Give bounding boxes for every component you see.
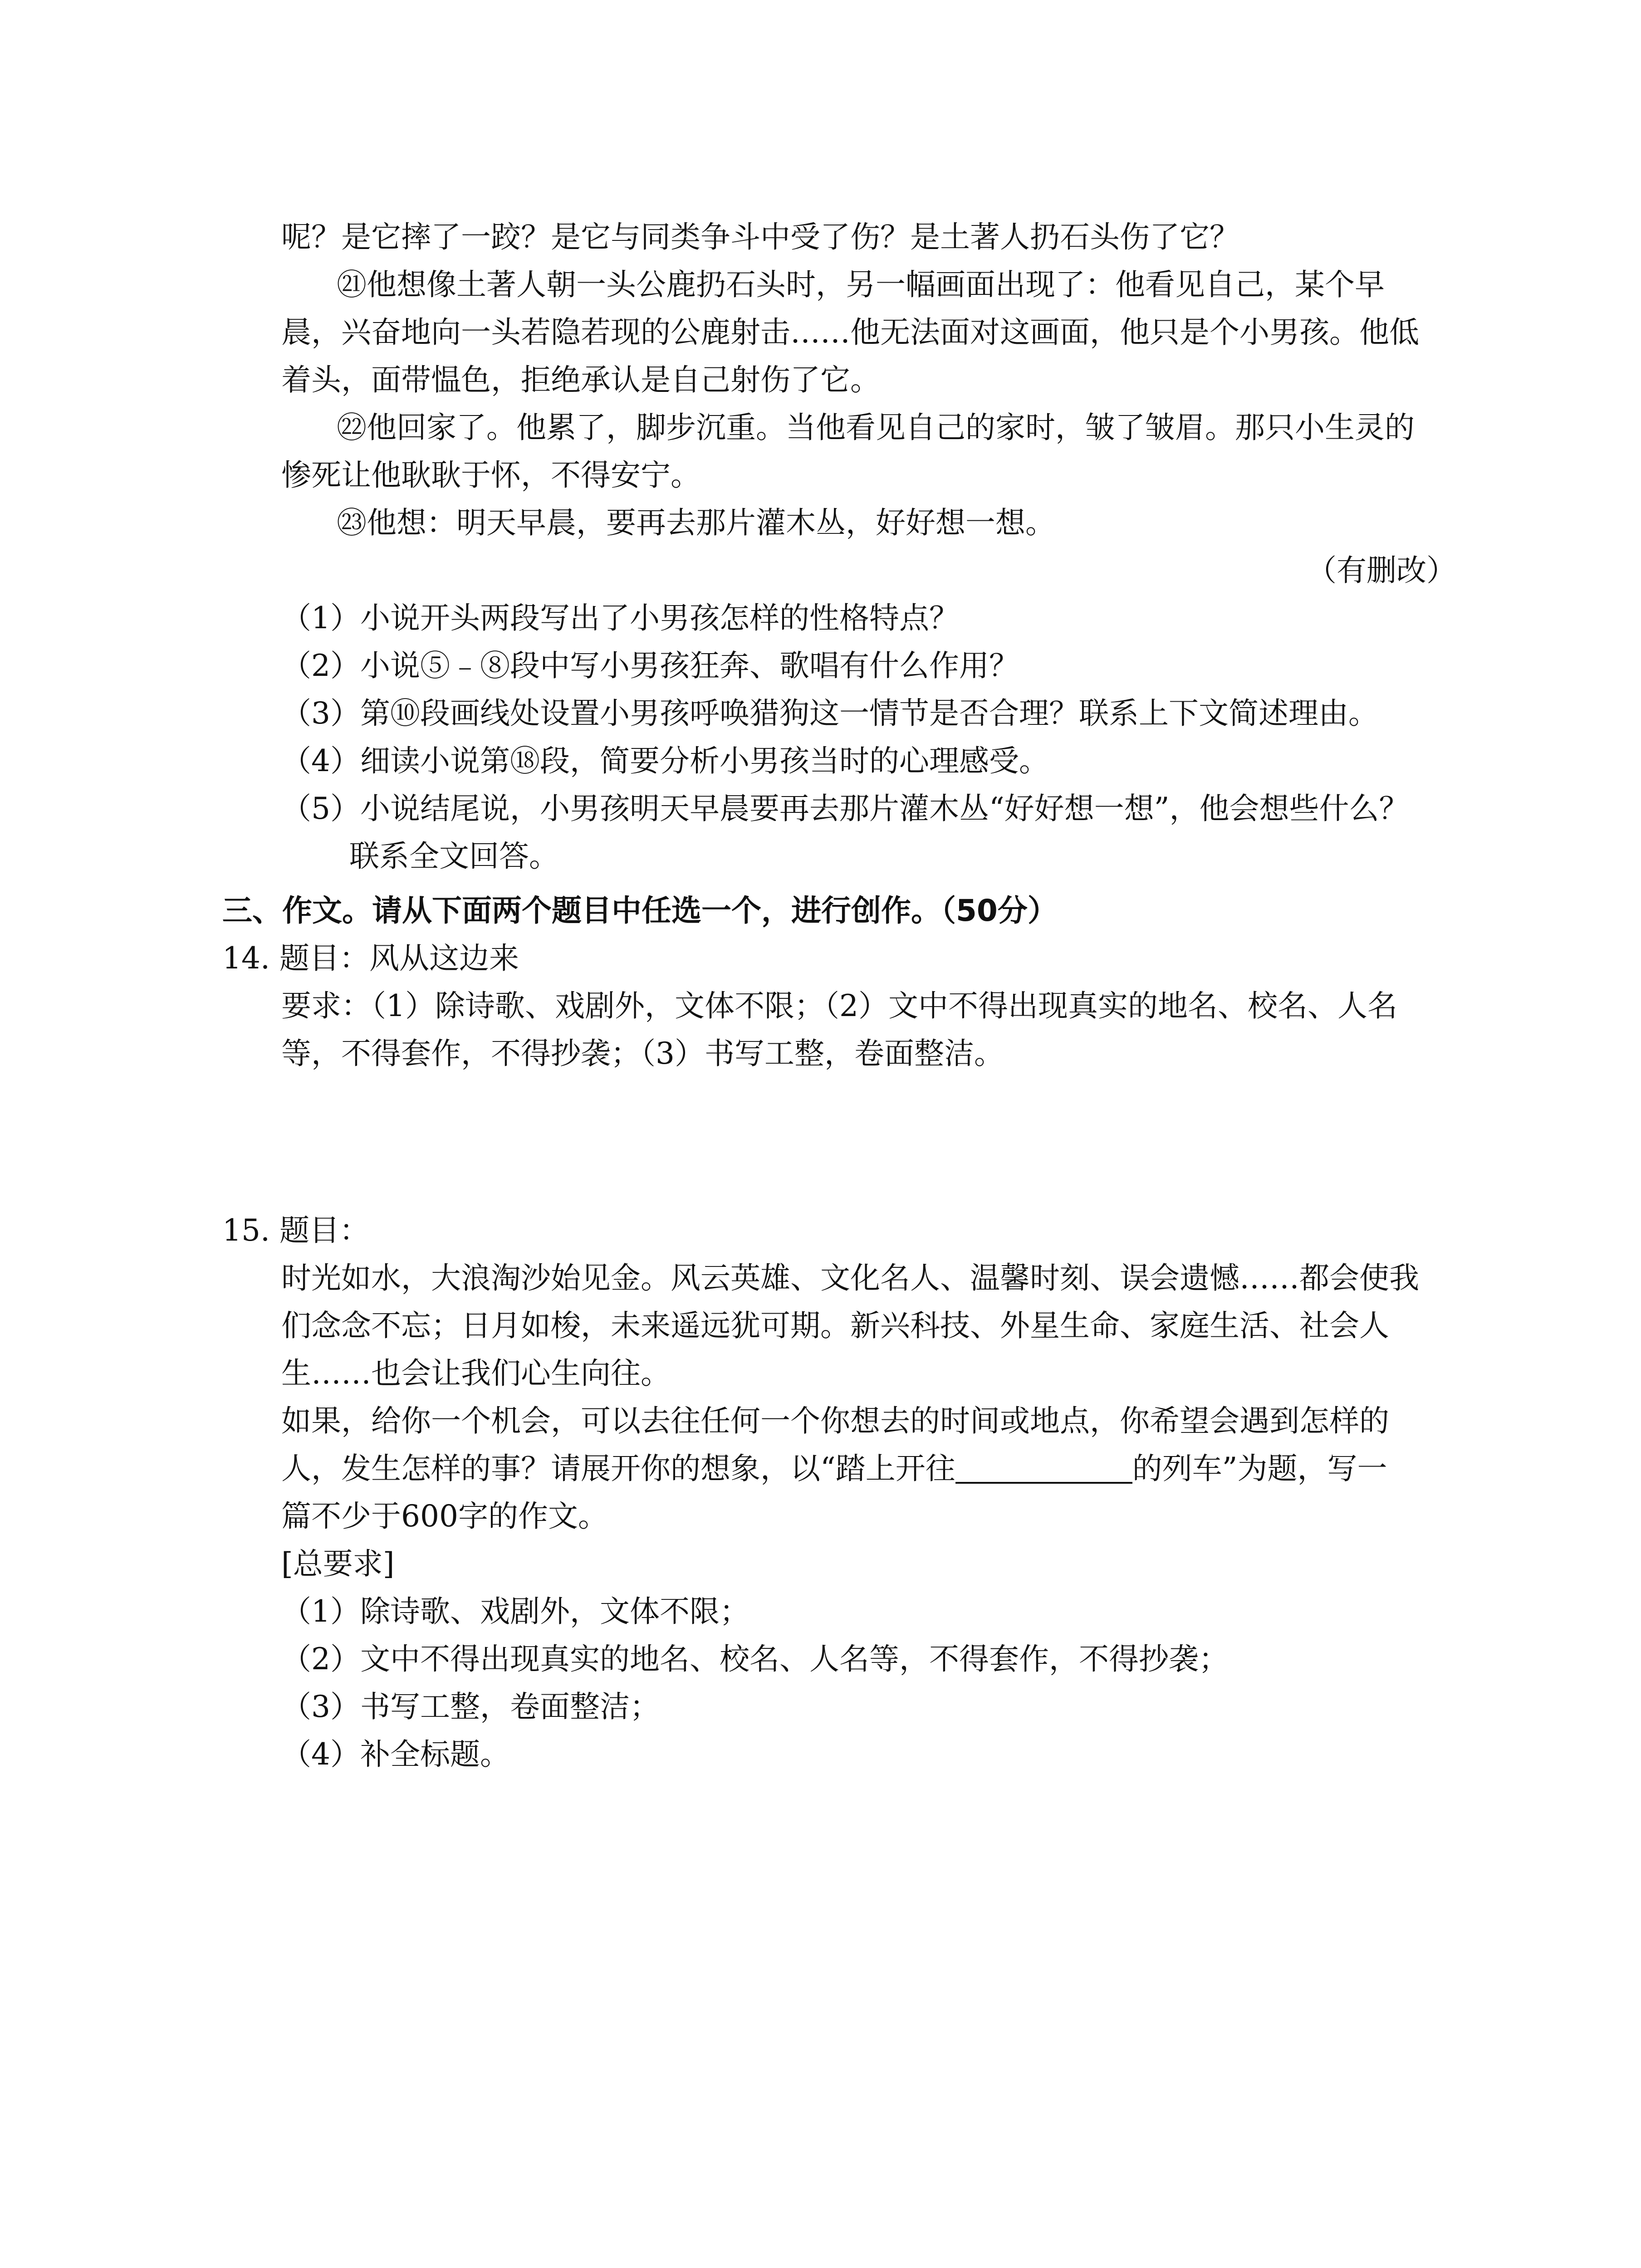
topic-14-requirement-line1: 要求：（1）除诗歌、戏剧外，文体不限；（2）文中不得出现真实的地名、校名、人名 — [281, 988, 1397, 1023]
topic-15-intro-line3: 生……也会让我们心生向往。 — [281, 1356, 671, 1391]
paragraph-22-line2: 惨死让他耿耿于怀，不得安宁。 — [281, 458, 700, 493]
paragraph-21-line1: ㉑他想像土著人朝一头公鹿扔石头时，另一幅画面出现了：他看见自己，某个早 — [337, 267, 1385, 302]
topic-14-requirement-line2: 等，不得套作，不得抄袭；（3）书写工整，卷面整洁。 — [281, 1036, 1004, 1071]
prompt-text-after-blank: 的列车”为题，写一 — [1132, 1451, 1387, 1486]
requirement-item: （2）文中不得出现真实的地名、校名、人名等，不得套作，不得抄袭； — [281, 1642, 1229, 1677]
general-requirements-title: [总要求] — [281, 1546, 395, 1581]
question-item: （1）小说开头两段写出了小男孩怎样的性格特点？ — [281, 601, 959, 635]
question-item-continuation: 联系全文回答。 — [349, 839, 559, 874]
paragraph-23: ㉓他想：明天早晨，要再去那片灌木丛，好好想一想。 — [337, 505, 1055, 540]
title-blank — [955, 1455, 1132, 1484]
question-item: （5）小说结尾说，小男孩明天早晨要再去那片灌木丛“好好想一想”，他会想些什么？ — [281, 791, 1409, 826]
topic-15-title: 15. 题目： — [222, 1213, 369, 1248]
requirement-item: （1）除诗歌、戏剧外，文体不限； — [281, 1594, 749, 1629]
topic-15-prompt-line2 — [281, 1451, 1387, 1486]
topic-15-prompt-line1: 如果，给你一个机会，可以去往任何一个你想去的时间或地点，你希望会遇到怎样的 — [281, 1403, 1389, 1438]
question-item: （3）第⑩段画线处设置小男孩呼唤猎狗这一情节是否合理？联系上下文简述理由。 — [281, 696, 1378, 731]
question-item: （4）细读小说第⑱段，简要分析小男孩当时的心理感受。 — [281, 743, 1049, 778]
prompt-text-before-blank: 人，发生怎样的事？请展开你的想象，以“踏上开往 — [281, 1451, 955, 1486]
topic-15-intro-line1: 时光如水，大浪淘沙始见金。风云英雄、文化名人、温馨时刻、误会遗憾……都会使我 — [281, 1261, 1419, 1295]
paragraph-21-line2: 晨，兴奋地向一头若隐若现的公鹿射击……他无法面对这画面，他只是个小男孩。他低 — [281, 315, 1419, 350]
question-item: （2）小说⑤﹣⑧段中写小男孩狂奔、歌唱有什么作用？ — [281, 648, 1019, 683]
section-heading: 三、作文。请从下面两个题目中任选一个，进行创作。（50分） — [222, 893, 1058, 928]
source-note: （有删改） — [1307, 553, 1456, 588]
topic-14-title: 14. 题目：风从这边来 — [222, 941, 519, 976]
requirement-item: （4）补全标题。 — [281, 1737, 510, 1772]
topic-15-intro-line2: 们念念不忘；日月如梭，未来遥远犹可期。新兴科技、外星生命、家庭生活、社会人 — [281, 1308, 1389, 1343]
paragraph-21-line3: 着头，面带愠色，拒绝承认是自己射伤了它。 — [281, 362, 880, 397]
requirement-item: （3）书写工整，卷面整洁； — [281, 1689, 660, 1724]
topic-15-prompt-line3: 篇不少于600字的作文。 — [281, 1499, 608, 1534]
paragraph-22-line1: ㉒他回家了。他累了，脚步沉重。当他看见自己的家时，皱了皱眉。那只小生灵的 — [337, 410, 1415, 445]
paragraph-20-end: 呢？是它摔了一跤？是它与同类争斗中受了伤？是土著人扔石头伤了它？ — [281, 220, 1239, 254]
